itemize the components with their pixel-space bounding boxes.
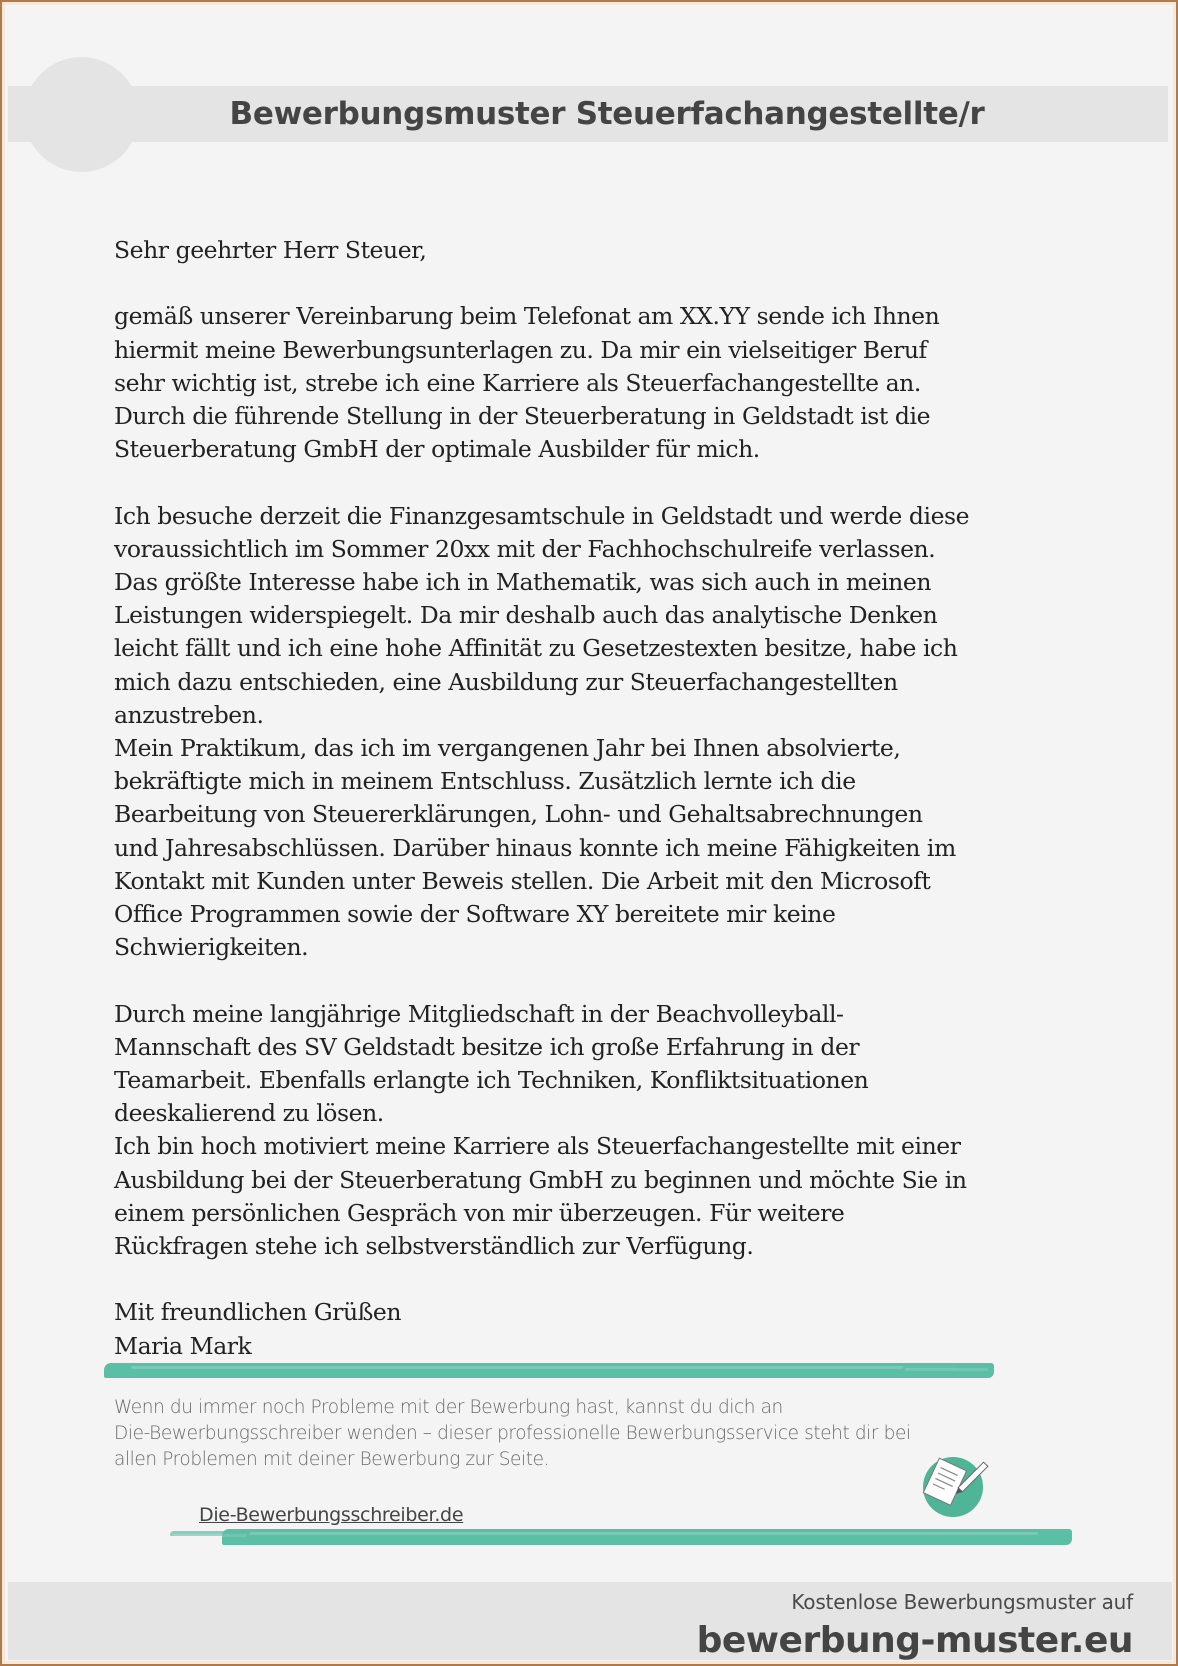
footer-site-link[interactable]: bewerbung-muster.eu: [696, 1620, 1133, 1661]
page-title: Bewerbungsmuster Steuerfachangestellte/r: [229, 96, 985, 132]
salutation: Sehr geehrter Herr Steuer,: [114, 236, 427, 264]
footer-tagline: Kostenlose Bewerbungsmuster auf: [791, 1590, 1133, 1614]
teal-brush-stroke-bottom: [222, 1529, 1072, 1545]
promo-paragraph: Wenn du immer noch Probleme mit der Bewerbung hast, kannst du dich an Die-Bewerbungsschreiber wenden – dieser professionelle Bewerbungsservice steht dir bei allen Problemen mit deiner Bewerbung zur Seite.: [114, 1397, 911, 1470]
paragraph-education: Ich besuche derzeit die Finanzgesamtschule in Geldstadt und werde diese voraussichtlich im Sommer 20xx mit der Fachhochschulreife verlassen. Das größte Interesse habe ich in Mathematik, was sich auch in meinen Leistungen widerspiegelt. Da mir deshalb auch das analytische Denken leicht fällt und ich eine hohe Affinität zu Gesetzestexten besitze, habe ich mich dazu entschieden, eine Ausbildung zur Steuerfachangestellten anzustreben.: [114, 501, 970, 729]
letter-body: [114, 234, 1094, 1363]
teal-brush-stroke-top-tail: [902, 1365, 992, 1372]
paragraph-internship: Mein Praktikum, das ich im vergangenen Jahr bei Ihnen absolvierte, bekräftigte mich in meinem Entschluss. Zusätzlich lernte ich die Bearbeitung von Steuererklärungen, Lohn- und Gehaltsabrechnungen und Jahresabschlüssen. Darüber hinaus konnte ich meine Fähigkeiten im Kontakt mit Kunden unter Beweis stellen. Die Arbeit mit den Microsoft Office Programmen sowie der Software XY bereitete mir keine Schwierigkeiten.: [114, 734, 956, 962]
closing: Mit freundlichen Grüßen: [114, 1298, 402, 1327]
teal-brush-stroke-bottom-lead: [170, 1531, 250, 1536]
paragraph-teamwork: Durch meine langjährige Mitgliedschaft in der Beachvolleyball- Mannschaft des SV Geldstadt besitze ich große Erfahrung in der Teamarbeit. Ebenfalls erlangte ich Techniken, Konfliktsituationen deeskalierend zu lösen.: [114, 999, 869, 1128]
signature: Maria Mark: [114, 1331, 252, 1360]
paragraph-motivation: Ich bin hoch motiviert meine Karriere als Steuerfachangestellte mit einer Ausbildung bei der Steuerberatung GmbH zu beginnen und möchte Sie in einem persönlichen Gespräch von mir überzeugen. Für weitere Rückfragen stehe ich selbstverständlich zur Verfügung.: [114, 1132, 967, 1261]
bewerbungsschreiber-link[interactable]: Die-Bewerbungsschreiber.de: [199, 1504, 464, 1526]
teal-brush-stroke-top: [104, 1363, 994, 1378]
paragraph-intro: gemäß unserer Vereinbarung beim Telefonat am XX.YY sende ich Ihnen hiermit meine Bewerbungsunterlagen zu. Da mir ein vielseitiger Beruf sehr wichtig ist, strebe ich eine Karriere als Steuerfachangestellte an. Durch die führende Stellung in der Steuerberatung in Geldstadt ist die Steuerberatung GmbH der optimale Ausbilder für mich.: [114, 302, 940, 464]
document-pencil-icon: [923, 1457, 983, 1517]
